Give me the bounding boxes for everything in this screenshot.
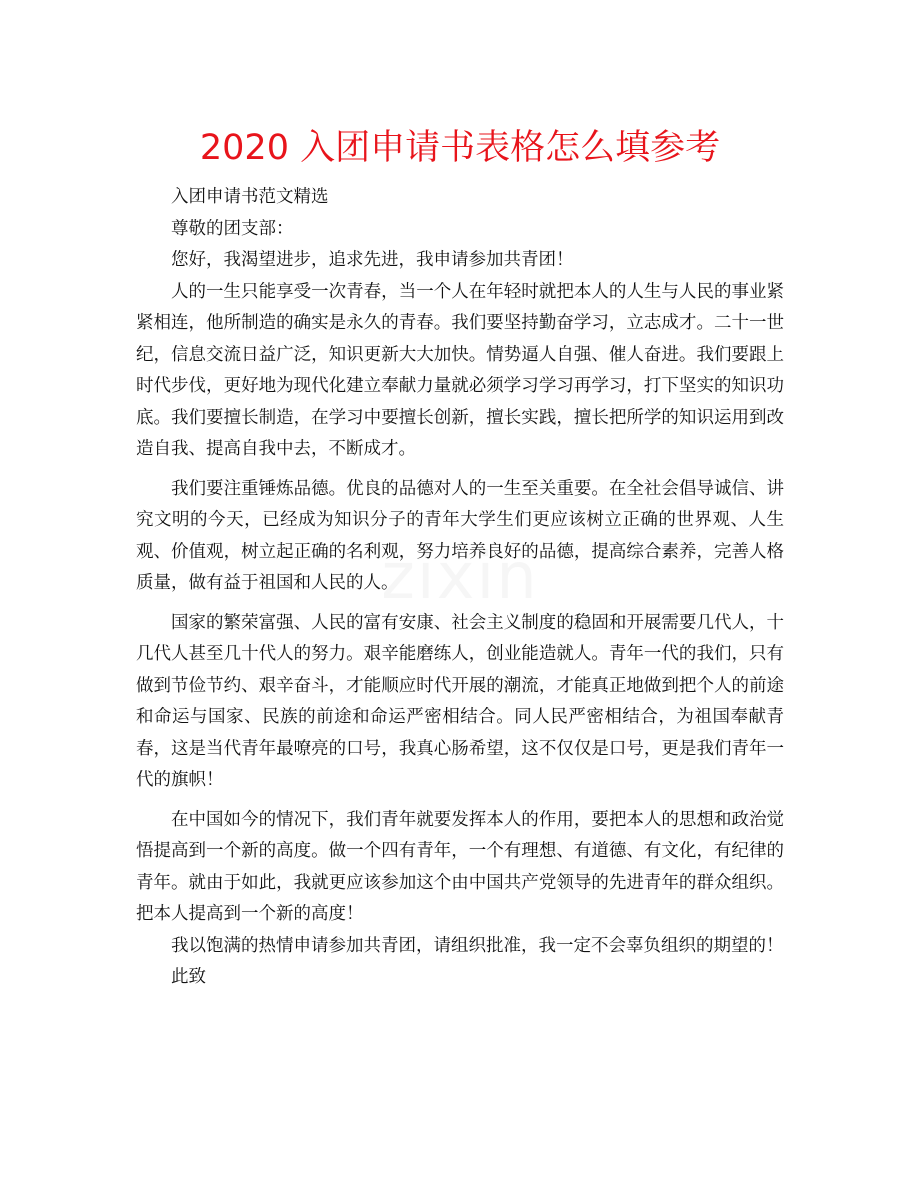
closing-line: 此致 bbox=[171, 967, 206, 987]
document-title: 2020 入团申请书表格怎么填参考 bbox=[199, 128, 721, 168]
body-paragraph: 我以饱满的热情申请参加共青团，请组织批准，我一定不会辜负组织的期望的！ bbox=[171, 935, 784, 956]
document-body bbox=[136, 182, 784, 994]
subtitle-line: 入团申请书范文精选 bbox=[171, 187, 329, 207]
greeting-paragraph: 您好，我渴望进步，追求先进，我申请参加共青团！ bbox=[171, 250, 574, 270]
salutation: 尊敬的团支部： bbox=[171, 218, 294, 239]
body-paragraph: 人的一生只能享受一次青春，当一个人在年轻时就把本人的人生与人民的事业紧紧相连，他所制造的确实是永久的青春。我们要坚持勤奋学习，立志成才。二十一世纪，信息交流日益广泛，知识更新大大加快。情势逼人自强、催人奋进。我们要跟上时代步伐，更好地为现代化建立奉献力量就必须学习学习再学习，打下坚实的知识功底。我们要擅长制造，在学习中要擅长创新，擅长实践，擅长把所学的知识运用到改造自我、提高自我中去，不断成才。 bbox=[136, 281, 784, 459]
body-paragraph: 我们要注重锤炼品德。优良的品德对人的一生至关重要。在全社会倡导诚信、讲究文明的今天，已经成为知识分子的青年大学生们更应该树立正确的世界观、人生观、价值观，树立起正确的名利观，努力培养良好的品德，提高综合素养，完善人格质量，做有益于祖国和人民的人。 bbox=[136, 478, 784, 593]
body-paragraph: 国家的繁荣富强、人民的富有安康、社会主义制度的稳固和开展需要几代人，十几代人甚至几十代人的努力。艰辛能磨练人，创业能造就人。青年一代的我们，只有做到节俭节约、艰辛奋斗，才能顺应时代开展的潮流，才能真正地做到把个人的前途和命运与国家、民族的前途和命运严密相结合。同人民严密相结合，为祖国奉献青春，这是当代青年最嘹亮的口号，我真心肠希望，这不仅仅是口号，更是我们青年一代的旗帜！ bbox=[136, 612, 784, 790]
body-paragraph: 在中国如今的情况下，我们青年就要发挥本人的作用，要把本人的思想和政治觉悟提高到一个新的高度。做一个四有青年，一个有理想、有道德、有文化，有纪律的青年。就由于如此，我就更应该参加这个由中国共产党领导的先进青年的群众组织。把本人提高到一个新的高度！ bbox=[136, 809, 784, 924]
